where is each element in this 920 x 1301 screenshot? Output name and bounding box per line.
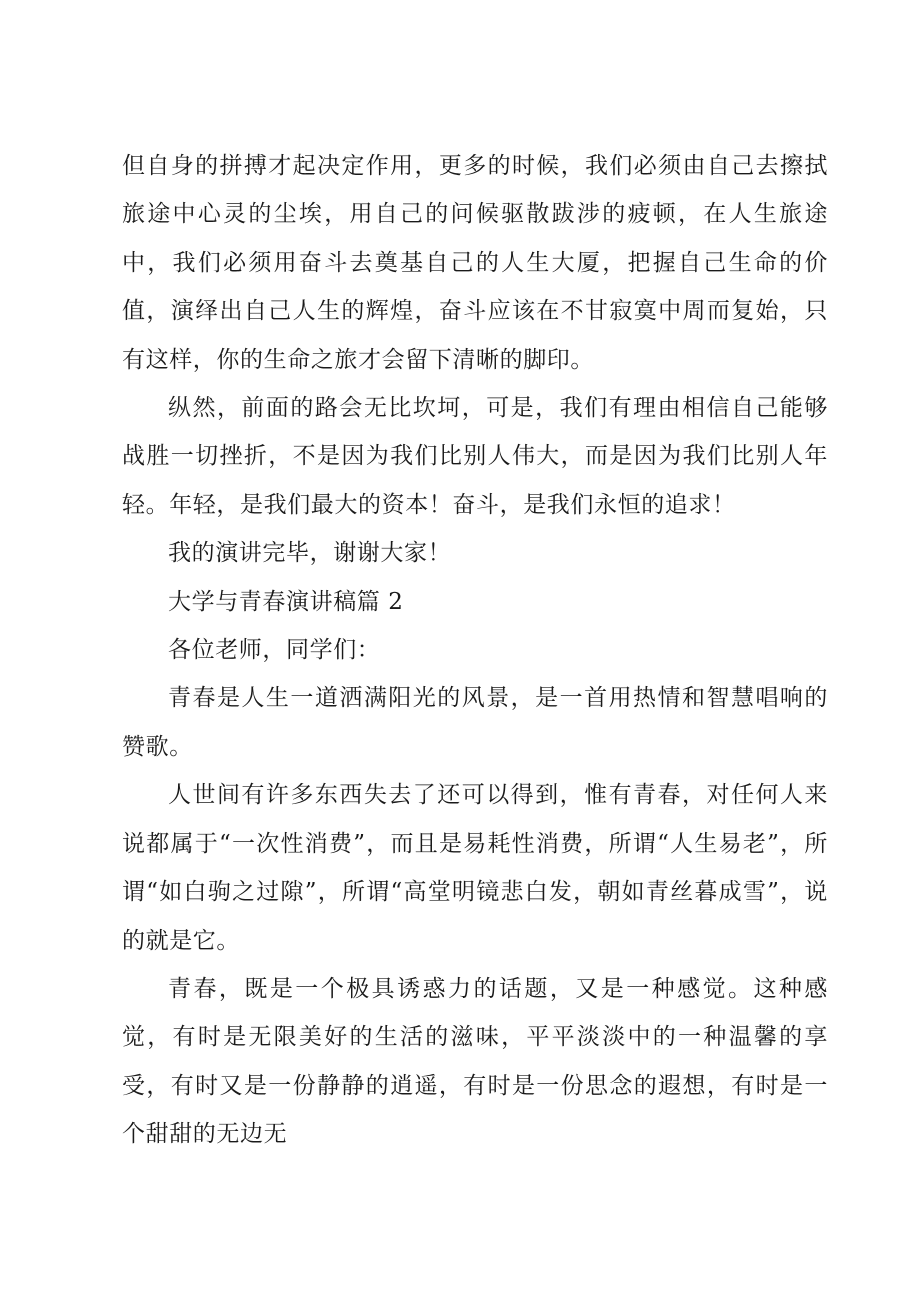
paragraph-6: 青春是人生一道洒满阳光的风景，是一首用热情和智慧唱响的赞歌。 [122,685,828,760]
section-heading: 大学与青春演讲稿篇 2 [168,588,404,615]
paragraph-8: 青春，既是一个极具诱惑力的话题，又是一种感觉。这种感觉，有时是无限美好的生活的滋味，平平淡淡中的一种温馨的享受，有时又是一份静静的逍遥，有时是一份思念的遐想，有时是一个甜甜的无边无 [122,975,828,1148]
paragraph-2: 纵然，前面的路会无比坎坷，可是，我们有理由相信自己能够战胜一切挫折，不是因为我们比别人伟大，而是因为我们比别人年轻。年轻，是我们最大的资本！奋斗，是我们永恒的追求！ [122,395,828,518]
paragraph-3: 我的演讲完毕，谢谢大家！ [168,540,452,567]
paragraph-7: 人世间有许多东西失去了还可以得到，惟有青春，对任何人来说都属于“一次性消费”，而且是易耗性消费，所谓“人生易老”，所谓“如白驹之过隙”，所谓“高堂明镜悲白发，朝如青丝暮成雪”，说的就是它。 [122,782,828,954]
paragraph-1: 但自身的拼搏才起决定作用，更多的时候，我们必须由自己去擦拭旅途中心灵的尘埃，用自己的问候驱散跋涉的疲顿，在人生旅途中，我们必须用奋斗去奠基自己的人生大厦，把握自己生命的价值，演绎出自己人生的辉煌，奋斗应该在不甘寂寞中周而复始，只有这样，你的生命之旅才会留下清晰的脚印。 [122,153,828,373]
salutation: 各位老师，同学们： [168,637,381,664]
document-body [122,142,828,1159]
